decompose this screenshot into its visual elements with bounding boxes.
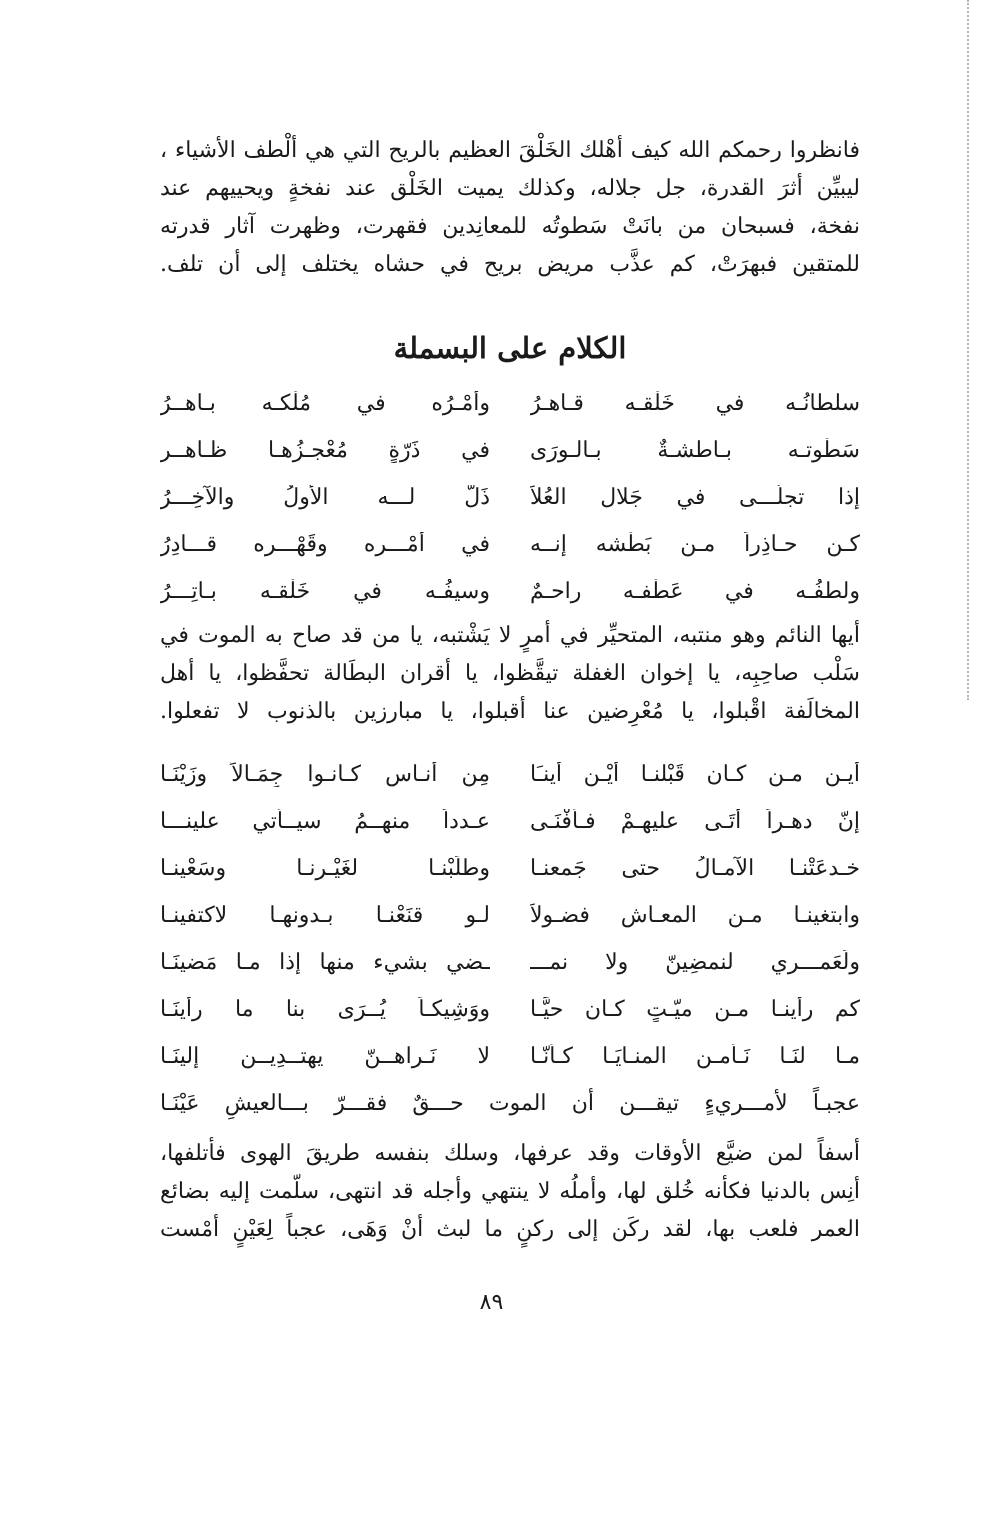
verse-first-hemistich: إنّ دهـراً أتَـى عليهـمْ فـأفْنَـى [530, 809, 860, 834]
verse-first-hemistich: كم رأينـا مـن ميّـتٍ كـان حيًّـا [530, 997, 860, 1022]
paragraph-exhortation [160, 617, 860, 731]
verse-full-text: عجبـاً لأمـــريءٍ تيقـــن أن الموت حـــقٌ فقـــرّ بـــالعيشِ عَيْنَـا [160, 1091, 860, 1116]
page-number: ٨٩ [479, 1290, 504, 1315]
verse-row [160, 521, 860, 568]
verse-row [160, 892, 860, 939]
poem-where-are [160, 751, 860, 1127]
text-line: أنِس بالدنيا فكأنه خُلق لها، وأملُه لا ينتهي وأجله قد انتهى، سلّمت إليه بضائع [160, 1179, 860, 1204]
verse-row [160, 427, 860, 474]
text-line: المخالَفة اقْبلوا، يا مُعْرِضين عنا أقبلوا، يا مبارزين بالذنوب لا تفعلوا. [160, 699, 860, 724]
text-line: للمتقين فبهرَتْ، كم عذَّب مريض بريح في حشاه يختلف إلى أن تلف. [160, 252, 860, 277]
verse-row [160, 474, 860, 521]
verse-row [160, 751, 860, 798]
text-line: أيها النائم وهو منتبه، المتحيِّر في أمرٍ لا يَشْتبه، يا من قد صاح به الموت في [160, 623, 860, 648]
verse-first-hemistich: ولَعَمـــرِي لنمضِينّ ولا نمـــ [530, 950, 860, 975]
verse-first-hemistich: كـن حـاذِراً مـن بَطْشه إنــه [530, 532, 860, 557]
verse-second-hemistich: لا نَـراهــنّ يهتــدِيــن إلينَـا [160, 1044, 490, 1069]
verse-row [160, 1033, 860, 1080]
text-line: العمر فلعب بها، لقد ركَن إلى ركنٍ ما لبث أنْ وَهَى، عجباً لِعَيْنٍ أمْست [160, 1217, 860, 1242]
verse-second-hemistich: ووَشِيكـاً يُــرَى بنا ما رأينَـا [160, 997, 490, 1022]
verse-second-hemistich: في أمْـــرِه وقَهْـــره قـــادِرُ [160, 532, 490, 557]
text-line: نفخة، فسبحان من بانَتْ سَطوتُه للمعانِدين فقهرت، وظهرت آثار قدرته [160, 214, 860, 239]
verse-first-hemistich: ولطفُـه في عَطْفـه راحـمٌ [530, 579, 860, 604]
verse-second-hemistich: وأمْـرُه في مُلْكـه بـاهــرُ [160, 391, 490, 416]
verse-second-hemistich: ـضي بشيء منها إذا مـا مَضينَـا [160, 950, 490, 975]
verse-second-hemistich: في ذَرّةٍ مُعْجـزُهـا ظـاهــر [160, 438, 490, 463]
verse-first-hemistich: مـا لنَـا نَـأمـن المنـايَـا كـأنّـا [530, 1044, 860, 1069]
verse-first-hemistich: سَطْوتـه بـاطشـةٌ بـالـورَى [530, 438, 860, 463]
text-line: أسفاً لمن ضيَّع الأوقات وقد عرفها، وسلك بنفسه طريقَ الهوى فأتلفها، [160, 1141, 860, 1166]
text-line: ليبيِّن أثرَ القدرة، جل جلاله، وكذلك يميت الخَلْق عند نفخةٍ ويحييهم عند [160, 176, 860, 201]
paragraph-lament [160, 1135, 860, 1249]
verse-second-hemistich: وطلَبْنـا لغَيْـرنـا وسَعْينـا [160, 856, 490, 881]
poem-basmala [160, 380, 860, 615]
verse-second-hemistich: وسيفُـه في خَلْقـه بـاتِـــرُ [160, 579, 490, 604]
verse-second-hemistich: عـدداً منهــمُ سيــأتي علينـــا [160, 809, 490, 834]
text-line: فانظروا رحمكم الله كيف أهْلك الخَلْقَ العظيم بالريح التي هي ألْطف الأشياء ، [160, 138, 860, 163]
verse-second-hemistich: لـو قنَعْنـا بـدونهـا لاكتفينـا [160, 903, 490, 928]
verse-first-hemistich: أيـن مـن كـان قَبْلنـا أيْـن أينـَا [530, 762, 860, 787]
verse-second-hemistich: ذَلَّ لـــه الأولُ والآخِـــرُ [160, 485, 490, 510]
verse-row [160, 568, 860, 615]
verse-first-hemistich: وابتغينـا مـن المعـاش فضـولاً [530, 903, 860, 928]
verse-row [160, 798, 860, 845]
text-line: سَلْب صاحِبِه، يا إخوان الغفلة تيقَّظوا، يا أقران البطَالة تحفَّظوا، يا أهل [160, 661, 860, 686]
verse-first-hemistich: إذا تجلَّـــى في جَلال العُلاَ [530, 485, 860, 510]
verse-row [160, 986, 860, 1033]
verse-row [160, 380, 860, 427]
verse-second-hemistich: مِن أنـاسٍ كـانـوا جِمَـالاً وزَيْنَـا [160, 762, 490, 787]
verse-row [160, 939, 860, 986]
verse-first-hemistich: سلطانُـه في خَلْقـه قـاهـرُ [530, 391, 860, 416]
verse-first-hemistich: خـدعَتْنـا الآمـالُ حتى جَمعنـا [530, 856, 860, 881]
page-edge-dotted-line [967, 0, 969, 700]
paragraph-intro [160, 132, 860, 284]
verse-row [160, 845, 860, 892]
section-heading: الكلام على البسملة [393, 331, 627, 365]
verse-full-line [160, 1080, 860, 1127]
